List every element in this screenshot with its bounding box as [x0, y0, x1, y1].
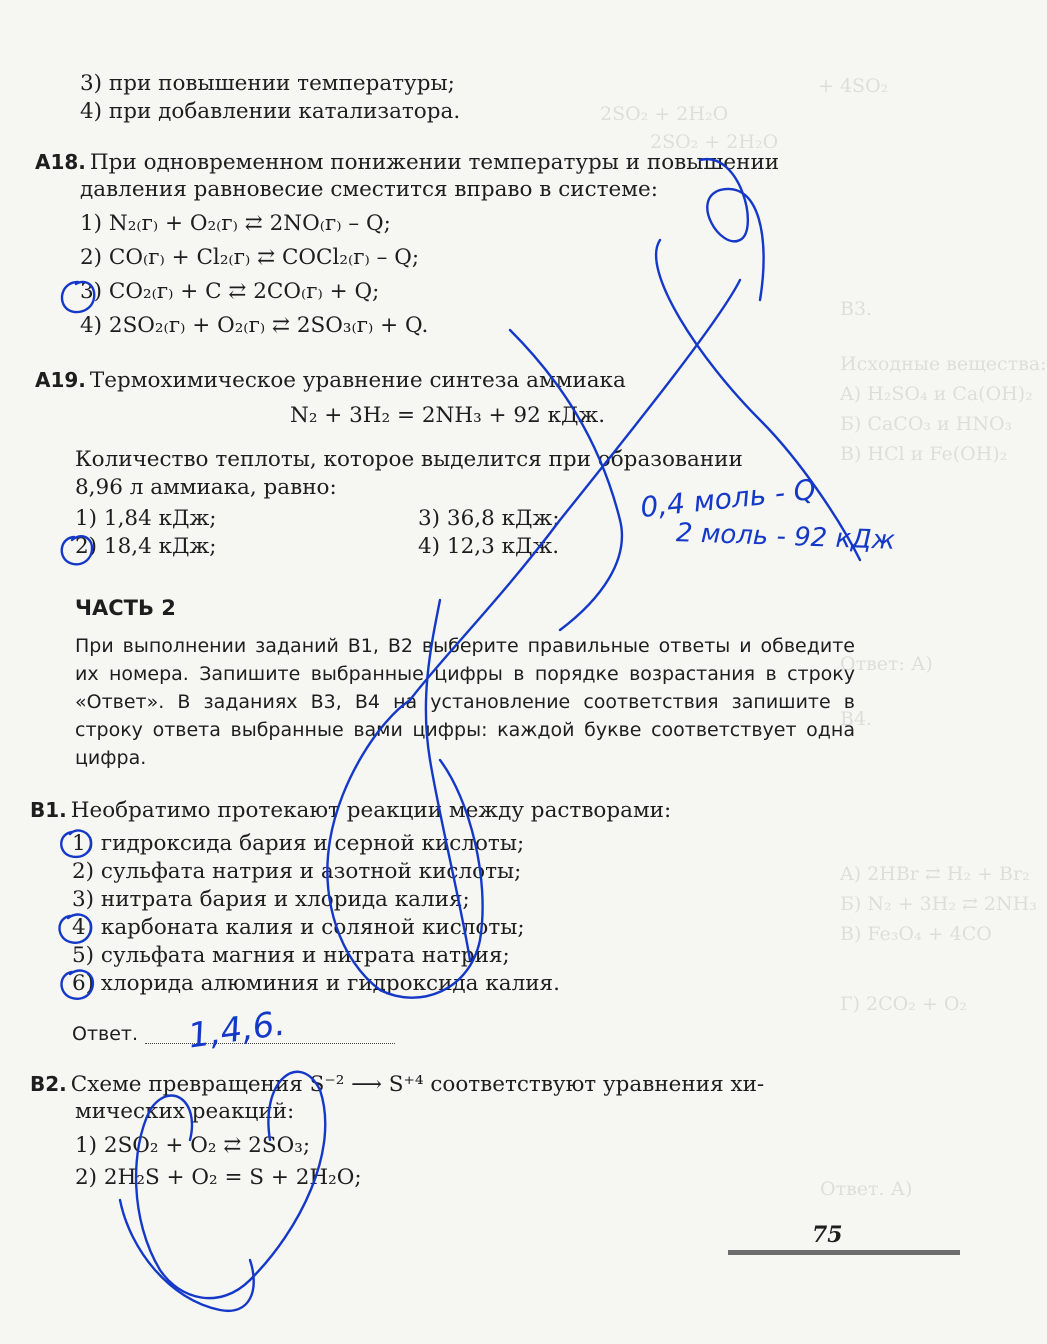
- bleed-through-text: Б) N₂ + 3H₂ ⇄ 2NH₃: [840, 893, 1037, 915]
- question-b1: [30, 796, 671, 825]
- bleed-through-text: A) H₂SO₄ и Ca(OH)₂: [840, 383, 1033, 405]
- bleed-through-text: Ответ. А): [820, 1178, 913, 1200]
- pen-scribble: [120, 1200, 254, 1311]
- question-text: Необратимо протекают реакции между растворами:: [70, 798, 672, 823]
- question-number: A19.: [35, 368, 86, 392]
- handwritten-answer: 1,4,6.: [185, 1003, 288, 1057]
- prev-option-4: 4) при добавлении катализатора.: [80, 99, 461, 124]
- question-number: В2.: [30, 1072, 67, 1096]
- question-number: В1.: [30, 798, 67, 822]
- bleed-through-text: В) HCl и Fe(OH)₂: [840, 443, 1008, 465]
- b1-option-4[interactable]: 4) карбоната калия и соляной кислоты;: [72, 915, 525, 940]
- a19-option-1[interactable]: 1) 1,84 кДж;: [75, 506, 217, 531]
- handwritten-note: 0,4 моль - Q: [638, 472, 818, 525]
- bleed-through-text: Б) CaCO₃ и HNO₃: [840, 413, 1013, 435]
- b1-option-2[interactable]: 2) сульфата натрия и азотной кислоты;: [72, 859, 522, 884]
- bleed-through-text: В) Fe₃O₄ + 4CO: [840, 923, 992, 945]
- a19-option-2[interactable]: 2) 18,4 кДж;: [75, 534, 217, 559]
- b1-option-5[interactable]: 5) сульфата магния и нитрата натрия;: [72, 943, 510, 968]
- a18-option-1[interactable]: 1) N₂₍г₎ + O₂₍г₎ ⇄ 2NO₍г₎ – Q;: [80, 211, 391, 236]
- page-number: 75: [812, 1222, 843, 1248]
- bleed-through-text: Г) 2CO₂ + O₂: [840, 993, 968, 1015]
- bleed-through-text: 2SO₂ + 2H₂O: [650, 131, 779, 153]
- bleed-through-text: + 4SO₂: [818, 75, 889, 97]
- equation: N₂ + 3H₂ = 2NH₃ + 92 кДж.: [290, 403, 606, 428]
- question-a19: [35, 366, 626, 395]
- bleed-through-text: B3.: [840, 298, 873, 320]
- page-number-bar: [728, 1250, 960, 1255]
- question-text: Схеме превращения S⁻² ⟶ S⁺⁴ соответствуют уравнения хи-: [70, 1072, 765, 1097]
- b1-option-3[interactable]: 3) нитрата бария и хлорида калия;: [72, 887, 470, 912]
- question-text-cont: давления равновесие сместится вправо в системе:: [80, 177, 658, 202]
- b2-option-2[interactable]: 2) 2H₂S + O₂ = S + 2H₂O;: [75, 1165, 362, 1190]
- bleed-through-text: B4.: [840, 708, 873, 730]
- bleed-through-text: Исходные вещества:: [840, 353, 1047, 375]
- question-text: При одновременном понижении температуры и повышении: [89, 150, 780, 175]
- b2-option-1[interactable]: 1) 2SO₂ + O₂ ⇄ 2SO₃;: [75, 1133, 311, 1158]
- pen-scribble: [700, 159, 764, 300]
- a19-option-3[interactable]: 3) 36,8 кДж;: [418, 506, 560, 531]
- prev-option-3: 3) при повышении температуры;: [80, 71, 455, 96]
- a18-option-4[interactable]: 4) 2SO₂₍г₎ + O₂₍г₎ ⇄ 2SO₃₍г₎ + Q.: [80, 313, 429, 338]
- question-b2: [30, 1070, 764, 1099]
- b1-option-6[interactable]: 6) хлорида алюминия и гидроксида калия.: [72, 971, 560, 996]
- a19-option-4[interactable]: 4) 12,3 кДж.: [418, 534, 560, 559]
- question-text: Термохимическое уравнение синтеза аммиака: [89, 368, 626, 393]
- question-text-cont: мических реакций:: [75, 1099, 295, 1124]
- question-text-cont: 8,96 л аммиака, равно:: [75, 475, 337, 500]
- question-number: A18.: [35, 150, 86, 174]
- b1-option-1[interactable]: 1) гидроксида бария и серной кислоты;: [72, 831, 525, 856]
- section-heading: ЧАСТЬ 2: [75, 596, 176, 620]
- bleed-through-text: Ответ: А): [840, 653, 933, 675]
- bleed-through-text: A) 2HBr ⇄ H₂ + Br₂: [840, 863, 1030, 885]
- handwritten-note: 2 моль - 92 кДж: [675, 518, 896, 556]
- instructions: При выполнении заданий В1, В2 выберите правильные ответы и обведите их номера. Запишите выбранные цифры в порядке возрастания в строку «Ответ». В заданиях В3, В4 на установление соответствия запишите в строку ответа выбранные вами цифры: каждой букве соответствует одна цифра.: [75, 635, 855, 769]
- bleed-through-text: 2SO₂ + 2H₂O: [600, 103, 729, 125]
- a18-option-2[interactable]: 2) CO₍г₎ + Cl₂₍г₎ ⇄ COCl₂₍г₎ – Q;: [80, 245, 420, 270]
- question-text-cont: Количество теплоты, которое выделится при образовании: [75, 447, 743, 472]
- answer-label: Ответ.: [72, 1023, 139, 1045]
- a18-option-3[interactable]: 3) CO₂₍г₎ + C ⇄ 2CO₍г₎ + Q;: [80, 279, 380, 304]
- question-a18: [35, 148, 779, 177]
